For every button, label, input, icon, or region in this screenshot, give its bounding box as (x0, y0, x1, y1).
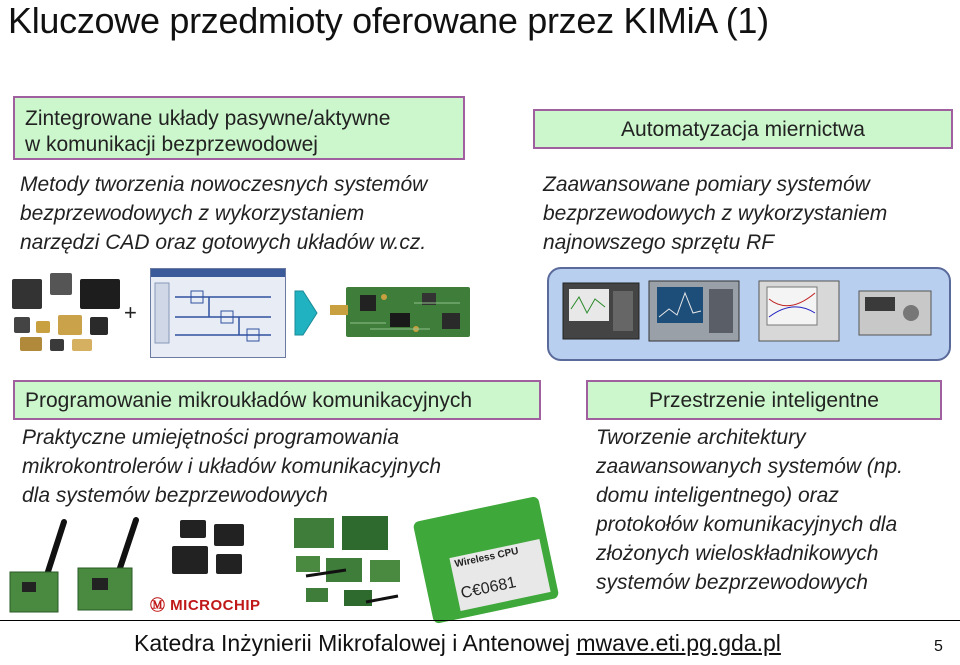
rf-instruments-panel (547, 267, 951, 361)
slide-title: Kluczowe przedmioty oferowane przez KIMiA (1) (8, 0, 769, 41)
box3-desc-line2: mikrokontrolerów i układów komunikacyjnych (22, 455, 441, 478)
box1-desc-line1: Metody tworzenia nowoczesnych systemów (20, 173, 428, 196)
ce-mark: C€0681 (459, 574, 518, 603)
wavecom-module-image (414, 504, 556, 616)
box4-desc-line3: domu inteligentnego) oraz (596, 484, 839, 507)
wireless-cpu-label: Wireless CPU C€0681 (449, 539, 550, 611)
plus-sign: + (124, 300, 137, 325)
box2-description (543, 170, 953, 257)
box4-desc-line1: Tworzenie architektury (596, 426, 806, 449)
department-name: Katedra Inżynierii Mikrofalowej i Antenowej (134, 630, 577, 656)
box1-heading-line2: w komunikacji bezprzewodowej (25, 133, 318, 156)
box3-description (22, 423, 542, 510)
box2-desc-line1: Zaawansowane pomiary systemów (543, 173, 870, 196)
pcb-board-image (330, 283, 472, 341)
microchip-logo-icon: Ⓜ (150, 597, 171, 614)
box4-desc-line4: protokołów komunikacyjnych dla (596, 513, 898, 536)
development-boards-image (286, 512, 410, 614)
footer-separator (0, 620, 960, 621)
microchip-logo: Ⓜ MICROCHIP (150, 597, 261, 614)
box4-desc-line5: złożonych wieloskładnikowych (596, 542, 879, 565)
box2-desc-line3: najnowszego sprzętu RF (543, 231, 775, 254)
box4-description (596, 423, 956, 597)
box1-desc-line3: narzędzi CAD oraz gotowych układów w.cz. (20, 231, 427, 254)
wireless-boards-image (6, 516, 146, 616)
box4-desc-line2: zaawansowanych systemów (np. (596, 455, 903, 478)
website-link[interactable]: mwave.eti.pg.gda.pl (576, 630, 781, 656)
box3-desc-line1: Praktyczne umiejętności programowania (22, 426, 400, 449)
rf-components-image (10, 265, 130, 355)
microchip-chips-image (150, 516, 268, 616)
box-measurement-automation-heading: Automatyzacja miernictwa (533, 109, 953, 149)
page-number: 5 (934, 638, 943, 655)
box2-desc-line2: bezprzewodowych z wykorzystaniem (543, 202, 888, 225)
box-microcircuit-programming-heading: Programowanie mikroukładów komunikacyjnych (13, 380, 541, 420)
box1-description (20, 170, 500, 257)
box-integrated-circuits-heading (13, 96, 465, 160)
footer-text (134, 630, 781, 657)
box3-desc-line3: dla systemów bezprzewodowych (22, 484, 328, 507)
arrow-right-icon (293, 287, 319, 339)
box-smart-spaces-heading: Przestrzenie inteligentne (586, 380, 942, 420)
box4-desc-line6: systemów bezprzewodowych (596, 571, 868, 594)
box1-desc-line2: bezprzewodowych z wykorzystaniem (20, 202, 365, 225)
cad-software-screenshot (150, 268, 286, 358)
box1-heading-line1: Zintegrowane układy pasywne/aktywne (25, 107, 391, 130)
